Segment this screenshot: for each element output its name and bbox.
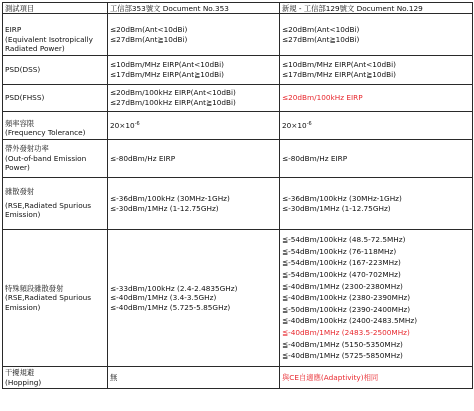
value-line: ≤-40dBm/1MHz (5.725-5.85GHz) [110, 302, 231, 312]
label-psd-dss [3, 56, 108, 85]
value-line: ≤-36dBm/100kHz (30MHz-1GHz) [110, 193, 230, 203]
row-psd-fhss [3, 85, 473, 112]
label-rse-line-1: 雜散發射 [5, 187, 35, 197]
value-line: ≦-54dBm/100kHz (48.5-72.5MHz) [282, 235, 406, 245]
value-line: ≤-40dBm/1MHz (3.4-3.5GHz) [110, 293, 217, 303]
row-psd-dss [3, 56, 473, 85]
row-spurious-emission [3, 178, 473, 230]
label-hopping-line-2: (Hopping) [5, 377, 42, 387]
value-exponent: -6 [306, 120, 312, 127]
label-frequency-tolerance [3, 112, 108, 140]
value-line: 無 [110, 372, 118, 382]
value-line: ≤-80dBm/Hz EIRP [110, 153, 176, 163]
value-line: ≦-40dBm/1MHz (2300-2380MHz) [282, 281, 403, 291]
header-row [3, 3, 473, 14]
label-oob-line-1: 帶外發射功率 [5, 144, 49, 154]
value-line: ≤-80dBm/Hz EIRP [282, 153, 348, 163]
label-special-line-2: (RSE,Radiated Spurious [5, 293, 92, 303]
value-line: ≦-54dBm/100kHz (76-118MHz) [282, 246, 397, 256]
value-line: ≤-33dBm/100kHz (2.4-2.4835GHz) [110, 283, 238, 293]
value-line: ≤10dBm/MHz EIRP(Ant<10dBi) [110, 60, 225, 70]
row-hopping [3, 367, 473, 389]
label-hopping [3, 367, 108, 389]
value-line: ≦-40dBm/100kHz (2400-2483.5MHz) [282, 316, 418, 326]
value-psd-fhss-353 [108, 85, 280, 112]
value-line: ≦-40dBm/1MHz (5725-5850MHz) [282, 351, 403, 361]
value-base: 20×10 [110, 120, 135, 130]
value-line: ≦-54dBm/100kHz (167-223MHz) [282, 258, 401, 268]
label-spurious-emission [3, 178, 108, 230]
value-psd-dss-129 [280, 56, 473, 85]
header-test-item: 測試項目 [3, 3, 108, 14]
value-line: ≦-54dBm/100kHz (470-702MHz) [282, 270, 401, 280]
label-oob-line-3: Power) [5, 163, 30, 173]
value-line: ≤20dBm(Ant<10dBi) [110, 24, 188, 34]
label-freq-line-1: 頻率容限 [5, 118, 35, 128]
value-line: ≤17dBm/MHz EIRP(Ant≧10dBi) [282, 70, 397, 79]
value-eirp-353 [108, 14, 280, 56]
row-out-of-band [3, 140, 473, 178]
value-rse-353 [108, 178, 280, 230]
row-eirp [3, 14, 473, 56]
value-line: ≤-36dBm/100kHz (30MHz-1GHz) [282, 193, 402, 203]
value-hopping-353 [108, 367, 280, 389]
row-frequency-tolerance [3, 112, 473, 140]
value-line: ≦-50dBm/100kHz (2390-2400MHz) [282, 304, 411, 314]
label-eirp-line-2: (Equivalent Isotropically [5, 34, 93, 44]
label-hopping-line-1: 干擾規避 [5, 367, 35, 377]
value-line-highlight: ≦-40dBm/1MHz (2483.5-2500MHz) [282, 327, 410, 337]
value-special-353 [108, 230, 280, 367]
label-out-of-band [3, 140, 108, 178]
value-freq-353 [108, 112, 280, 140]
label-special-band [3, 230, 108, 367]
value-line: ≤17dBm/MHz EIRP(Ant≧10dBi) [110, 70, 225, 79]
value-line: ≤27dBm(Ant≧10dBi) [110, 34, 188, 44]
value-line: ≦-40dBm/100kHz (2380-2390MHz) [282, 293, 411, 303]
value-line-highlight: ≤20dBm/100kHz EIRP [282, 93, 363, 103]
value-line: ≤20dBm/100kHz EIRP(Ant<10dBi) [110, 88, 236, 98]
value-hopping-129 [280, 367, 473, 389]
label-eirp [3, 14, 108, 56]
value-psd-fhss-129 [280, 85, 473, 112]
value-rse-129 [280, 178, 473, 230]
value-line: ≤27dBm(Ant≧10dBi) [282, 34, 360, 44]
value-line-highlight: 與CE自適應(Adaptivity)相同 [282, 372, 379, 382]
value-line: ≤27dBm/100kHz EIRP(Ant≧10dBi) [110, 98, 236, 107]
value-psd-dss-353 [108, 56, 280, 85]
label-oob-line-2: (Out-of-band Emission [5, 153, 87, 163]
label-psd-fhss [3, 85, 108, 112]
label-special-line-3: Emission) [5, 302, 41, 312]
label-rse-line-2: (RSE,Radiated Spurious [5, 200, 92, 210]
header-doc-353: 工信部353號文 Document No.353 [108, 3, 280, 14]
label-psd-dss-line-1: PSD(DSS) [5, 65, 41, 75]
value-oob-129 [280, 140, 473, 178]
label-rse-line-3: Emission) [5, 210, 41, 220]
label-psd-fhss-line-1: PSD(FHSS) [5, 93, 45, 103]
value-line: ≤10dBm/MHz EIRP(Ant<10dBi) [282, 60, 397, 70]
value-oob-353 [108, 140, 280, 178]
value-base: 20×10 [282, 120, 307, 130]
value-line: ≤-30dBm/1MHz (1-12.75GHz) [282, 203, 391, 213]
label-eirp-line-3: Radiated Power) [5, 44, 65, 54]
label-special-line-1: 特殊頻段雜散發射 [5, 283, 64, 293]
row-special-band-spurious [3, 230, 473, 367]
value-special-129 [280, 230, 473, 367]
value-eirp-129 [280, 14, 473, 56]
value-line: ≦-40dBm/1MHz (5150-5350MHz) [282, 339, 403, 349]
header-doc-129: 新規 - 工信部129號文 Document No.129 [280, 3, 473, 14]
label-eirp-line-1: EIRP [5, 25, 22, 35]
value-line: ≤-30dBm/1MHz (1-12.75GHz) [110, 203, 219, 213]
spec-comparison-table [2, 2, 473, 389]
value-exponent: -6 [134, 120, 140, 127]
label-freq-line-2: (Frequency Tolerance) [5, 128, 86, 138]
value-freq-129 [280, 112, 473, 140]
value-line: ≤20dBm(Ant<10dBi) [282, 24, 360, 34]
